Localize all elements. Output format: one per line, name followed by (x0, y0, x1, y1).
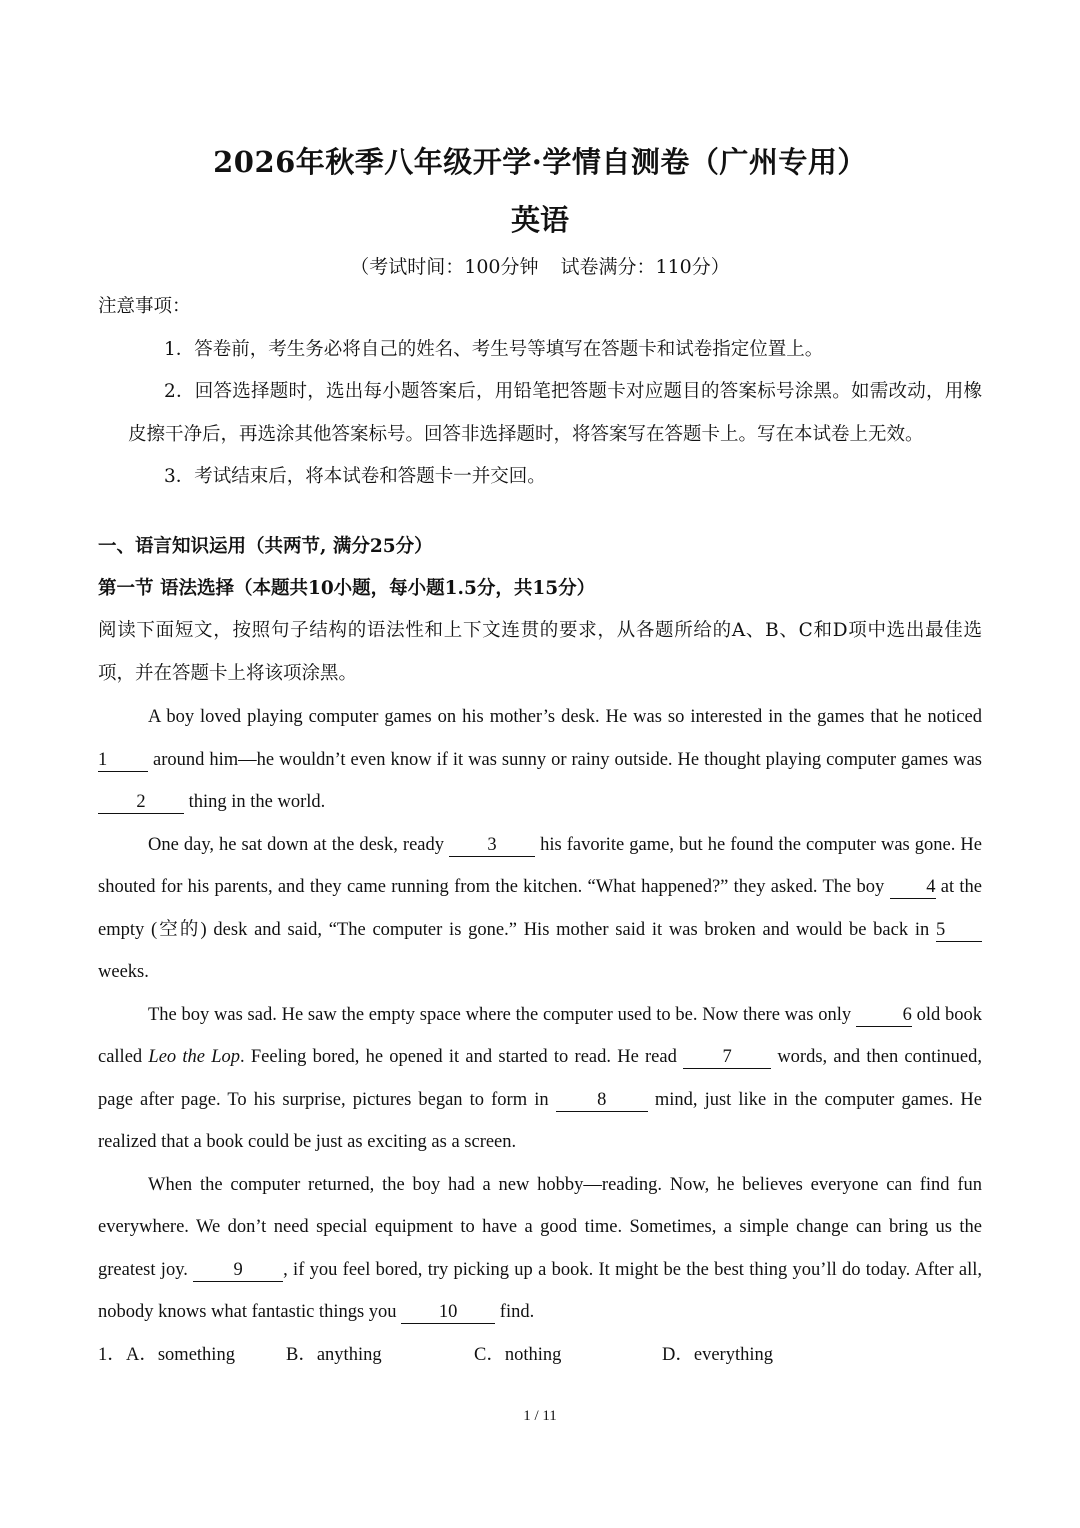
passage-paragraph-4: When the computer returned, the boy had a new hobby—reading. Now, he believes everyone can find fun everywhere. We don’t need special equipment to have a good time. Sometimes, a simple change can bring us the greatest joy. 9 , if you feel bored, try picking up a book. It might be the best thing you’ll do today. After all, nobody knows what fantastic things you 10 find. (98, 1174, 982, 1322)
blank-9: 9 (193, 1259, 283, 1282)
book-title: Leo the Lop (148, 1047, 241, 1067)
passage-paragraph-1: A boy loved playing computer games on his mother’s desk. He was so interested in the games that he noticed 1 around him—he wouldn’t even know if it was sunny or rainy outside. He thought playing computer games was 2 thing in the world. (98, 707, 982, 812)
notes-heading: 注意事项： (98, 296, 191, 317)
blank-10: 10 (401, 1301, 495, 1324)
option-b: B．anything (286, 1345, 382, 1365)
part-title: 一、语言知识运用（共两节, 满分25分） (98, 536, 433, 557)
note-item-1: 1．答卷前，考生务必将自己的姓名、考生号等填写在答题卡和试卷指定位置上。 (164, 338, 824, 360)
exam-subject: 英语 (510, 203, 569, 237)
blank-2: 2 (98, 791, 184, 814)
option-d: D．everything (662, 1345, 773, 1365)
blank-8: 8 (556, 1089, 648, 1112)
blank-4: 4 (890, 876, 936, 899)
blank-5: 5 (936, 919, 982, 942)
blank-3: 3 (449, 834, 535, 857)
sub-title: 第一节 语法选择（本题共10小题，每小题1.5分，共15分） (98, 578, 596, 599)
note-item-3: 3．考试结束后，将本试卷和答题卡一并交回。 (164, 466, 546, 487)
question-1-options (98, 1334, 802, 1377)
passage-paragraph-2: One day, he sat down at the desk, ready 3 his favorite game, but he found the computer was gone. He shouted for his parents, and they came running from the kitchen. “What happened?” they asked. The boy 4 at the empty (空的) desk and said, “The computer is gone.” His mother said it was broken and would be back in 5 weeks. (98, 834, 983, 982)
question-number: 1． (98, 1345, 126, 1365)
blank-1: 1 (98, 749, 148, 772)
note-item-2: 2．回答选择题时，选出每小题答案后，用铅笔把答题卡对应题目的答案标号涂黑。如需改动，用橡皮擦干净后，再选涂其他答案标号。回答非选择题时，将答案写在答题卡上。写在本试卷上无效。 (128, 381, 982, 445)
exam-score: 试卷满分：110分） (560, 256, 730, 278)
option-c: C．nothing (474, 1345, 562, 1365)
notes-section (98, 286, 982, 499)
blank-7: 7 (683, 1046, 771, 1069)
exam-info (0, 252, 1080, 279)
page-number: 1 / 11 (523, 1408, 557, 1424)
option-a: A．something (126, 1345, 235, 1365)
exam-time: （考试时间：100分钟 (350, 256, 539, 278)
exam-title: 2026年秋季八年级开学·学情自测卷（广州专用） (213, 145, 867, 179)
instructions: 阅读下面短文，按照句子结构的语法性和上下文连贯的要求，从各题所给的A、B、C和D项中选出最佳选项，并在答题卡上将该项涂黑。 (98, 620, 982, 684)
blank-6: 6 (856, 1004, 912, 1027)
passage (98, 696, 982, 1334)
passage-paragraph-3: The boy was sad. He saw the empty space where the computer used to be. Now there was only 6 old book called Leo the Lop. Feeling bored, he opened it and started to read. He read 7 words, and then continued, page after page. To his surprise, pictures began to form in 8 mind, just like in the computer games. He realized that a book could be just as exciting as a screen. (98, 1004, 983, 1152)
